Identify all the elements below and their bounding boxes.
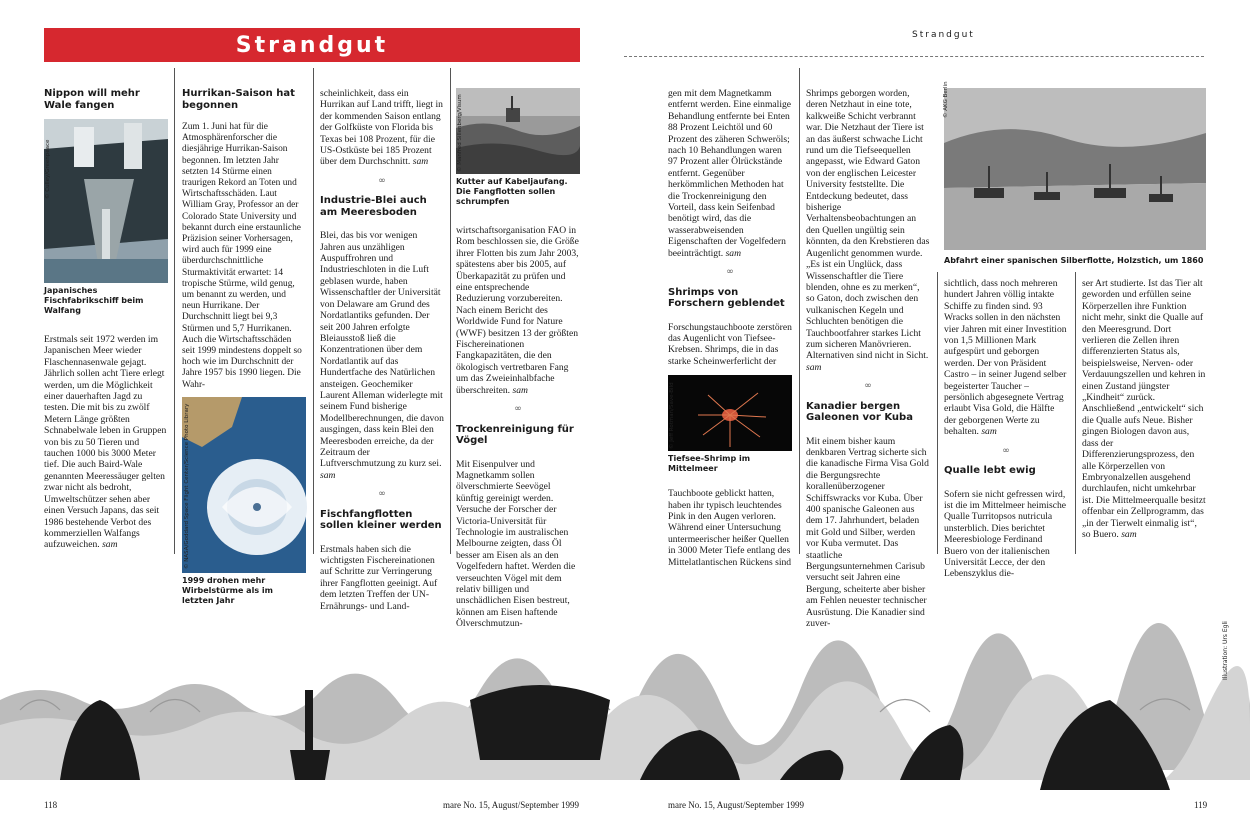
issue-info-left: mare No. 15, August/September 1999 bbox=[443, 800, 579, 810]
column-rule bbox=[450, 68, 451, 554]
photo-hurricane bbox=[182, 397, 306, 573]
headline-qualle: Qualle lebt ewig bbox=[944, 465, 1036, 477]
page-number-right: 119 bbox=[1194, 800, 1208, 810]
seafloor-illustration bbox=[0, 640, 1250, 800]
separator-icon: ∞ bbox=[514, 404, 522, 415]
body-qualle-cont: ser Art studierte. Ist das Tier alt geworden und erfüllen seine Körperzellen ihre Funktion nicht mehr, sinkt die Qualle auf den Meeresgrund. Dort verlieren die Zellen ihren differenzierten Status als, beispielsweise, Nerven- oder Verdauungszellen und kehren in einen Zustand jüngster „Kindheit“ zurück. Anschließend „entwickelt“ sich die Qualle aufs Neue. Bisher gingen Biologen davon aus, dass der Differenzierungsprozess, den alle Körperzellen von Embryonalzellen ausgehend durchlaufen, nicht umkehrbar ist. Die Mittelmeerqualle besitzt offenbar ein Zellprogramm, das „in der Tierwelt einmalig ist“, so Buero. sam bbox=[1082, 278, 1206, 540]
body-fischfang: Erstmals haben sich die wichtigsten Fischereinationen auf Schritte zur Verringerung ihrer Fangflotten geeinigt. Auf dem letzten Treffen der UN-Ernährungs- und Land- bbox=[320, 543, 438, 612]
column-2 bbox=[182, 84, 306, 606]
column-3 bbox=[320, 88, 444, 612]
column-rule bbox=[1075, 272, 1076, 554]
body-galeonen-cont: sichtlich, dass noch mehreren hundert Jahren völlig intakte Schiffe zu finden sind. 93 Wracks sollen in den nächsten vier Jahren mit einer Investition von 1,5 Millionen Mark aufgespürt und geborgen werden. Der von Präsident Castro – in seiner Jugend selber begeisterter Taucher – persönlich abgesegnete Vertrag erlaubt Visa Gold, die Hälfte der geborgenen Werte zu behalten. sam bbox=[944, 278, 1067, 438]
body-shrimps-cont: Tauchboote geblickt hatten, haben ihr typisch leuchtendes Pink in den Augen verloren. Während einer Untersuchung untermeerischer heißer Quellen in 3000 Meter Tiefe entlang des Mittelatlantischen Rückens sind bbox=[668, 488, 792, 568]
body-qualle: Sofern sie nicht gefressen wird, ist die im Mittelmeer heimische Qualle Turritopsos nutricula unsterblich. Dies berichtet Meeresbiologe Ferdinand Buero von der italienischen Universität Lecce, der den Lebenszyklus die- bbox=[944, 488, 1067, 580]
engraving-fleet-image bbox=[944, 88, 1206, 250]
column-1 bbox=[44, 84, 168, 551]
body-hurrikan-cont: scheinlichkeit, dass ein Hurrikan auf Land trifft, liegt in der kommenden Saison entlang der Golfküste von Florida bis Texas bei 108 Prozent, für die US-Ostküste bei 185 Prozent über dem Durchschnitt. sam bbox=[320, 88, 443, 168]
headline-wale: Nippon will mehr Wale fangen bbox=[44, 88, 140, 111]
separator-icon: ∞ bbox=[1002, 445, 1010, 456]
headline-shrimps: Shrimps von Forschern geblendet bbox=[668, 286, 785, 309]
section-banner: Strandgut bbox=[44, 28, 580, 62]
caption-shrimp: Tiefsee-Shrimp im Mittelmeer bbox=[668, 454, 751, 474]
illustration-credit: Illustration: Urs Egli bbox=[1222, 621, 1229, 680]
photo-credit: © Manfred Sillenberg/Visum bbox=[457, 94, 463, 172]
body-hurrikan: Zum 1. Juni hat für die Atmosphärenforscher die diesjährige Hurrikan-Saison begonnen. Im letzten Jahr setzten 14 Stürme einen traurigen Rekord an Toten und Wirtschaftsschäden. Laut William Gray, Professor an der Colorado State University und bekannt durch eine erstaunliche Präzision seiner Vorhersagen, wird auch für 1999 eine überdurchschnittliche Sturmaktivität erwartet: 14 tropische Stürme, wild genug, um benannt zu werden, und neun Hurrikane. Der Durchschnitt liegt bei 9,3 Stürmen und 5,7 Hurrikanen. Auch die Wirtschaftsschäden seit 1999 mindestens doppelt so hoch wie im Durchschnitt der Jahre 1957 bis 1990 liegen. Die Wahr- bbox=[182, 122, 302, 390]
caption-wale: Japanisches Fischfabrikschiff beim Walfang bbox=[44, 286, 144, 315]
column-rule bbox=[313, 68, 314, 554]
photo-silberflotte bbox=[943, 81, 1206, 250]
column-7 bbox=[944, 278, 1068, 580]
photo-credit: © Culley/Greenpeace bbox=[45, 139, 51, 199]
headline-galeonen: Kanadier bergen Galeonen vor Kuba bbox=[806, 400, 913, 424]
column-rule bbox=[799, 68, 800, 554]
body-shrimps-cont2: Shrimps geborgen worden, deren Netzhaut in eine tote, kalkweiße Schicht verbrannt war. Die Netzhaut der Tiere ist an das äußerst schwache Licht rund um die Tiefseequellen angepasst, wie Edward Gaton von der englischen Leicester University feststellte. Die Entdeckung bedeutet, dass bisherige Verhaltensbeobachtungen an den Quellen ungültig sein könnten, da den Krebstieren das Augenlicht genommen wurde. „Es ist ein Unglück, dass Wissenschaftler die Tiere blenden, ohne es zu merken“, so Gaton, doch zwischen den vulkanischen Kegeln und Schluchten benötigen die Tauchbootfahrer starkes Licht zum sicheren Manövrieren. Alternativen sind nicht in Sicht. sam bbox=[806, 88, 930, 373]
body-trockenreinigung: Mit Eisenpulver und Magnetkamm sollen ölverschmierte Seevögel künftig gereinigt werden. Versuche der Forscher der Victoria-Universität für Technologie im australischen Melbourne zeigten, dass Öl besser am Eisen als an den Vogelfedern haftet. Werden die verseuchten Vögel mit dem relativ billigen und unschädlichen Eisen bestreut, können am Eisen haftende Ölverschmutzun- bbox=[456, 458, 576, 630]
separator-icon: ∞ bbox=[378, 175, 386, 186]
body-fischfang-cont: wirtschaftsorganisation FAO in Rom beschlossen sie, die Größe ihrer Flotten bis zum Jahr 2003, spätestens aber bis 2005, auf Überkapazität zu prüfen und eine entsprechende Reduzierung vorzubereiten. Nach einem Bericht des Worldwide Fund for Nature (WWF) besitzen 13 der größten Fischereinationen Fangkapazitäten, die den ökologisch vertretbaren Fang um das Zweieinhalbfache überschreiten. sam bbox=[456, 225, 579, 396]
body-wale: Erstmals seit 1972 werden im Japanischen Meer wieder Flaschennasenwale gejagt. Jährlich sollen acht Tiere erlegt werden, um die Möglichkeit einer dauerhaften Jagd zu testen. Die mit bis zu zwölf Metern Länge größten Schnabelwale leben in Gruppen von bis zu 50 Tieren und tauchen 1000 bis 3000 Meter tief. Die auch Baird-Wale genannten Meeressäuger gelten zwar nicht als bedroht, Umweltschützer sehen aber einen Versuch Japans, das seit 1986 bestehende Verbot des kommerziellen Walfangs aufzuweichen. sam bbox=[44, 334, 167, 551]
caption-kutter: Kutter auf Kabeljaufang. Die Fangflotten sollen schrumpfen bbox=[456, 177, 568, 206]
whaling-ship-image bbox=[44, 119, 168, 283]
column-4 bbox=[456, 88, 580, 630]
column-6 bbox=[806, 88, 930, 629]
photo-credit: © AKG Berlin bbox=[943, 81, 949, 118]
photo-kutter bbox=[456, 88, 580, 174]
headline-blei: Industrie-Blei auch am Meeresboden bbox=[320, 195, 427, 218]
column-rule bbox=[174, 68, 175, 554]
page-number-left: 118 bbox=[44, 800, 58, 810]
body-trockenreinigung-cont: gen mit dem Magnetkamm entfernt werden. Eine einmalige Behandlung entfernte bei Enten 88 Prozent Leichtöl und 60 Prozent des zäheren Schweröls; nach 10 Behandlungen waren 97 Prozent aller Ölrückstände entfernt. Gegenüber herkömmlichen Methoden hat die Trockenreinigung den Vorteil, dass kein Seifenbad benötigt wird, das die wasserabweisenden Eigenschaften der Vogelfedern beeinträchtigt. sam bbox=[668, 88, 792, 259]
headline-trockenreinigung: Trockenreinigung für Vögel bbox=[456, 423, 574, 446]
body-shrimps: Forschungstauchboote zerstören das Augenlicht von Tiefsee-Krebsen. Shrimps, die in das starke Scheinwerferlicht der bbox=[668, 321, 792, 367]
column-5 bbox=[668, 88, 792, 568]
photo-shrimp bbox=[668, 375, 792, 451]
headline-fischfang: Fischfangflotten sollen kleiner werden bbox=[320, 508, 442, 532]
column-8 bbox=[1082, 278, 1206, 540]
separator-icon: ∞ bbox=[726, 267, 734, 278]
separator-icon: ∞ bbox=[378, 489, 386, 500]
body-galeonen: Mit einem bisher kaum denkbaren Vertrag sicherte sich die kanadische Firma Visa Gold die Bergungsrechte korallenüberzogener Schiffswracks vor Kuba. Über 400 spanische Galeonen aus dem 17. Jahrhundert, beladen mit Gold und Silber, werden vor Kuba vermutet. Das staatliche Bergungsunternehmen Carisub versucht seit Jahren eine Bergung, scheiterte aber bisher am Fehlen neuester technischer Ausrüstung. Die Kanadier sind zuver- bbox=[806, 435, 929, 630]
shrimp-image bbox=[668, 375, 792, 451]
issue-info-right: mare No. 15, August/September 1999 bbox=[668, 800, 804, 810]
caption-hurrikan: 1999 drohen mehr Wirbelstürme als im letzten Jahr bbox=[182, 575, 273, 605]
running-head: Strandgut bbox=[912, 30, 975, 40]
separator-icon: ∞ bbox=[864, 381, 872, 392]
header-rule bbox=[624, 56, 1204, 57]
photo-credit: © Jeff Rotman/Save-Bild bbox=[669, 382, 675, 450]
body-blei: Blei, das bis vor wenigen Jahren aus unzähligen Auspuffrohren und Industrieschloten in die Luft geblasen wurde, haben Wissenschaftler der Universität von Delaware am Grund des Nordatlantiks gefunden. Der seit 200 Jahren erfolgte Bleiausstoß ließ die Konzentrationen über dem Nordatlantik auf das Hundertfache des Natürlichen ansteigen. Geochemiker Laurent Alleman widerlegte mit seinem Fund bisherige Modellberechnungen, die davon ausgingen, dass kein Blei den Meeresboden erreiche, da der Zeitraum der Luftverschmutzung zu kurz sei. sam bbox=[320, 230, 444, 481]
hurricane-image bbox=[182, 397, 306, 573]
fishing-boat-image bbox=[456, 88, 580, 174]
photo-whaling-ship bbox=[44, 119, 168, 283]
photo-credit: © NASA/Goddard Space Flight Center/Science Photo Library bbox=[184, 403, 190, 569]
headline-hurrikan: Hurrikan-Saison hat begonnen bbox=[182, 88, 295, 111]
caption-silberflotte: Abfahrt einer spanischen Silberflotte, Holzstich, um 1860 bbox=[944, 256, 1204, 265]
column-rule bbox=[937, 272, 938, 554]
